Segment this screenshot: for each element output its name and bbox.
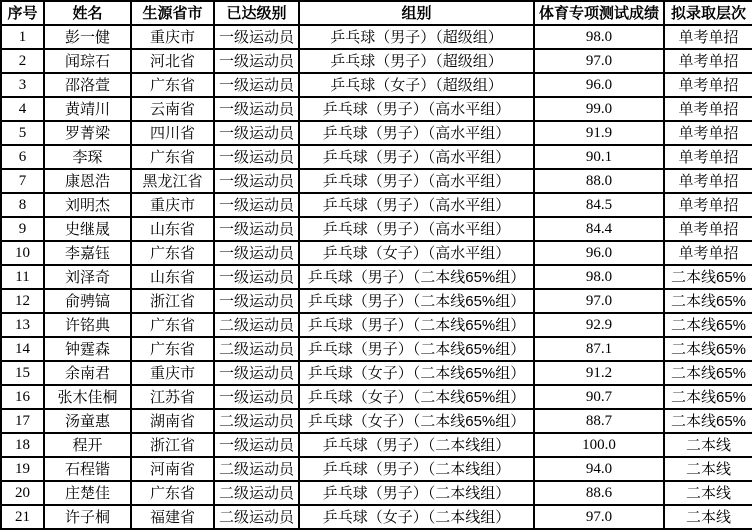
cell-group: 乒乓球（男子）（二本线65%组）: [299, 337, 534, 361]
cell-score: 92.9: [534, 313, 664, 337]
cell-admission: 二本线65%: [664, 385, 752, 409]
cell-province: 江苏省: [131, 385, 214, 409]
table-row: [1, 25, 752, 49]
cell-no: 17: [1, 409, 44, 433]
cell-admission: 单考单招: [664, 25, 752, 49]
table-row: [1, 289, 752, 313]
cell-no: 19: [1, 457, 44, 481]
cell-score: 88.6: [534, 481, 664, 505]
cell-name: 彭一健: [44, 25, 131, 49]
cell-name: 史继晟: [44, 217, 131, 241]
cell-score: 91.9: [534, 121, 664, 145]
table-row: [1, 385, 752, 409]
cell-group: 乒乓球（男子）（超级组）: [299, 25, 534, 49]
table-row: [1, 337, 752, 361]
cell-group: 乒乓球（女子）（高水平组）: [299, 241, 534, 265]
cell-level: 一级运动员: [214, 145, 299, 169]
header-group: 组别: [299, 1, 534, 25]
cell-province: 重庆市: [131, 361, 214, 385]
cell-no: 10: [1, 241, 44, 265]
cell-no: 12: [1, 289, 44, 313]
cell-level: 一级运动员: [214, 25, 299, 49]
cell-group: 乒乓球（男子）（二本线65%组）: [299, 289, 534, 313]
cell-no: 3: [1, 73, 44, 97]
cell-group: 乒乓球（男子）（高水平组）: [299, 121, 534, 145]
cell-level: 一级运动员: [214, 385, 299, 409]
cell-province: 四川省: [131, 121, 214, 145]
cell-group: 乒乓球（男子）（二本线65%组）: [299, 313, 534, 337]
table-row: [1, 313, 752, 337]
cell-name: 刘泽奇: [44, 265, 131, 289]
table-row: [1, 217, 752, 241]
cell-level: 一级运动员: [214, 433, 299, 457]
cell-level: 一级运动员: [214, 49, 299, 73]
cell-province: 广东省: [131, 145, 214, 169]
cell-group: 乒乓球（男子）（二本线65%组）: [299, 265, 534, 289]
table-row: [1, 505, 752, 529]
cell-no: 6: [1, 145, 44, 169]
cell-province: 广东省: [131, 73, 214, 97]
cell-group: 乒乓球（男子）（高水平组）: [299, 97, 534, 121]
cell-name: 康恩浩: [44, 169, 131, 193]
cell-admission: 单考单招: [664, 97, 752, 121]
cell-no: 8: [1, 193, 44, 217]
cell-name: 钟霆森: [44, 337, 131, 361]
table-row: [1, 361, 752, 385]
cell-admission: 二本线: [664, 457, 752, 481]
cell-name: 余南君: [44, 361, 131, 385]
cell-admission: 单考单招: [664, 49, 752, 73]
cell-province: 广东省: [131, 481, 214, 505]
table-body: [1, 25, 752, 529]
cell-province: 湖南省: [131, 409, 214, 433]
header-name: 姓名: [44, 1, 131, 25]
cell-name: 石程锴: [44, 457, 131, 481]
table-row: [1, 145, 752, 169]
cell-name: 许铭典: [44, 313, 131, 337]
cell-admission: 二本线65%: [664, 361, 752, 385]
cell-score: 88.0: [534, 169, 664, 193]
cell-level: 二级运动员: [214, 505, 299, 529]
cell-name: 庄楚佳: [44, 481, 131, 505]
cell-score: 100.0: [534, 433, 664, 457]
cell-no: 1: [1, 25, 44, 49]
cell-score: 97.0: [534, 289, 664, 313]
cell-score: 94.0: [534, 457, 664, 481]
cell-group: 乒乓球（男子）（超级组）: [299, 49, 534, 73]
cell-province: 山东省: [131, 265, 214, 289]
cell-name: 邵洛萱: [44, 73, 131, 97]
cell-province: 浙江省: [131, 289, 214, 313]
cell-no: 2: [1, 49, 44, 73]
cell-name: 张木佳桐: [44, 385, 131, 409]
cell-score: 91.2: [534, 361, 664, 385]
header-no: 序号: [1, 1, 44, 25]
cell-level: 一级运动员: [214, 217, 299, 241]
cell-no: 16: [1, 385, 44, 409]
cell-name: 闻琮石: [44, 49, 131, 73]
cell-admission: 单考单招: [664, 193, 752, 217]
table-row: [1, 49, 752, 73]
cell-name: 李琛: [44, 145, 131, 169]
cell-admission: 二本线: [664, 481, 752, 505]
table-row: [1, 265, 752, 289]
cell-score: 84.4: [534, 217, 664, 241]
cell-group: 乒乓球（男子）（高水平组）: [299, 145, 534, 169]
cell-province: 河北省: [131, 49, 214, 73]
header-score: 体育专项测试成绩: [534, 1, 664, 25]
cell-no: 21: [1, 505, 44, 529]
cell-level: 一级运动员: [214, 73, 299, 97]
cell-level: 一级运动员: [214, 361, 299, 385]
cell-name: 李嘉钰: [44, 241, 131, 265]
cell-admission: 二本线65%: [664, 265, 752, 289]
cell-level: 一级运动员: [214, 241, 299, 265]
table-row: [1, 121, 752, 145]
cell-score: 96.0: [534, 241, 664, 265]
cell-province: 山东省: [131, 217, 214, 241]
cell-level: 二级运动员: [214, 481, 299, 505]
cell-no: 20: [1, 481, 44, 505]
header-row: [1, 1, 752, 25]
header-province: 生源省市: [131, 1, 214, 25]
cell-admission: 二本线65%: [664, 289, 752, 313]
cell-score: 84.5: [534, 193, 664, 217]
table-row: [1, 169, 752, 193]
cell-admission: 二本线65%: [664, 409, 752, 433]
cell-score: 87.1: [534, 337, 664, 361]
cell-level: 一级运动员: [214, 121, 299, 145]
cell-group: 乒乓球（男子）（二本线组）: [299, 457, 534, 481]
cell-admission: 单考单招: [664, 145, 752, 169]
cell-admission: 二本线65%: [664, 337, 752, 361]
cell-province: 浙江省: [131, 433, 214, 457]
table-row: [1, 241, 752, 265]
cell-score: 99.0: [534, 97, 664, 121]
cell-no: 18: [1, 433, 44, 457]
cell-name: 许子桐: [44, 505, 131, 529]
cell-province: 重庆市: [131, 193, 214, 217]
table-row: [1, 433, 752, 457]
cell-province: 福建省: [131, 505, 214, 529]
table-row: [1, 409, 752, 433]
cell-name: 俞骋镐: [44, 289, 131, 313]
cell-level: 二级运动员: [214, 337, 299, 361]
cell-group: 乒乓球（女子）（二本线组）: [299, 505, 534, 529]
cell-no: 4: [1, 97, 44, 121]
cell-no: 14: [1, 337, 44, 361]
cell-group: 乒乓球（女子）（二本线65%组）: [299, 385, 534, 409]
cell-province: 广东省: [131, 241, 214, 265]
table-row: [1, 73, 752, 97]
cell-level: 一级运动员: [214, 289, 299, 313]
table-row: [1, 97, 752, 121]
cell-group: 乒乓球（男子）（二本线组）: [299, 481, 534, 505]
cell-name: 罗菁梁: [44, 121, 131, 145]
cell-score: 97.0: [534, 505, 664, 529]
cell-group: 乒乓球（男子）（高水平组）: [299, 217, 534, 241]
cell-no: 9: [1, 217, 44, 241]
cell-province: 云南省: [131, 97, 214, 121]
cell-admission: 二本线65%: [664, 313, 752, 337]
cell-admission: 单考单招: [664, 73, 752, 97]
cell-group: 乒乓球（女子）（超级组）: [299, 73, 534, 97]
cell-level: 一级运动员: [214, 265, 299, 289]
cell-admission: 单考单招: [664, 121, 752, 145]
cell-score: 88.7: [534, 409, 664, 433]
cell-name: 程开: [44, 433, 131, 457]
table-row: [1, 481, 752, 505]
cell-no: 15: [1, 361, 44, 385]
cell-level: 二级运动员: [214, 313, 299, 337]
cell-no: 5: [1, 121, 44, 145]
cell-no: 13: [1, 313, 44, 337]
cell-group: 乒乓球（男子）（二本线组）: [299, 433, 534, 457]
cell-province: 广东省: [131, 313, 214, 337]
cell-no: 7: [1, 169, 44, 193]
cell-level: 一级运动员: [214, 169, 299, 193]
cell-group: 乒乓球（女子）（二本线65%组）: [299, 409, 534, 433]
cell-admission: 单考单招: [664, 241, 752, 265]
cell-name: 刘明杰: [44, 193, 131, 217]
cell-score: 96.0: [534, 73, 664, 97]
cell-name: 汤童惠: [44, 409, 131, 433]
cell-level: 二级运动员: [214, 409, 299, 433]
cell-score: 90.1: [534, 145, 664, 169]
cell-score: 90.7: [534, 385, 664, 409]
cell-province: 广东省: [131, 337, 214, 361]
cell-level: 二级运动员: [214, 457, 299, 481]
cell-name: 黄靖川: [44, 97, 131, 121]
cell-admission: 二本线: [664, 505, 752, 529]
cell-admission: 单考单招: [664, 217, 752, 241]
table-row: [1, 193, 752, 217]
table-header: [1, 1, 752, 25]
cell-admission: 二本线: [664, 433, 752, 457]
cell-level: 一级运动员: [214, 193, 299, 217]
cell-group: 乒乓球（女子）（二本线65%组）: [299, 361, 534, 385]
cell-score: 98.0: [534, 25, 664, 49]
cell-group: 乒乓球（男子）（高水平组）: [299, 169, 534, 193]
cell-province: 重庆市: [131, 25, 214, 49]
header-level: 已达级别: [214, 1, 299, 25]
table-row: [1, 457, 752, 481]
header-admission: 拟录取层次: [664, 1, 752, 25]
cell-score: 98.0: [534, 265, 664, 289]
cell-admission: 单考单招: [664, 169, 752, 193]
cell-group: 乒乓球（男子）（高水平组）: [299, 193, 534, 217]
cell-province: 河南省: [131, 457, 214, 481]
cell-province: 黑龙江省: [131, 169, 214, 193]
cell-score: 97.0: [534, 49, 664, 73]
cell-no: 11: [1, 265, 44, 289]
cell-level: 一级运动员: [214, 97, 299, 121]
